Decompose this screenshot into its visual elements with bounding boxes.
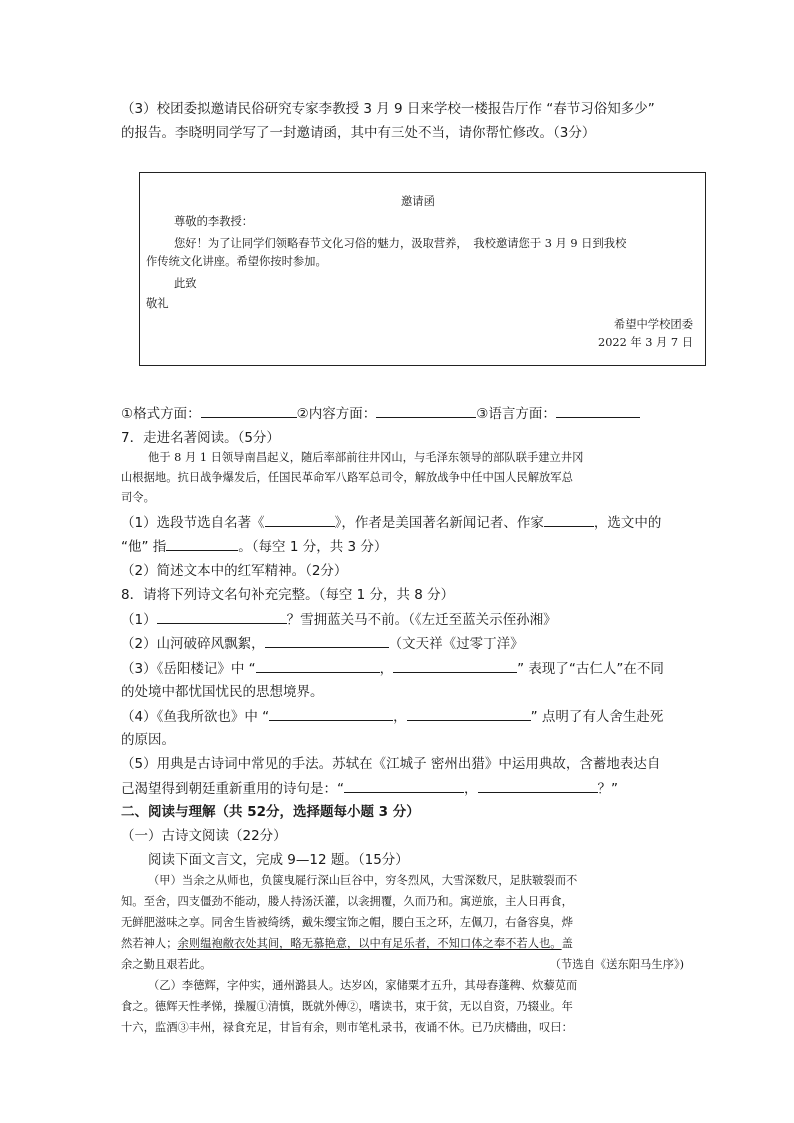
letter-body-line1: 您好！为了让同学们领略春节文化习俗的魅力，汲取营养， 我校邀请您于 3 月 9 日到我校 <box>174 237 627 250</box>
answer-language-label: ③语言方面： <box>476 406 556 422</box>
q8-s5-blank-2[interactable] <box>478 778 598 793</box>
q8-s5-text-d: ？” <box>597 781 618 797</box>
passage-jia-source: （节选自《送东阳马生序》) <box>549 958 684 971</box>
section2-heading: 二、阅读与理解（共 52分，选择题每小题 3 分） <box>121 804 420 820</box>
q7-sub1-text-b: 》，作者是美国著名新闻记者、作家 <box>334 515 544 531</box>
invitation-letter-box <box>139 172 706 366</box>
q7-sub1-text-d: “他” 指 <box>121 539 167 555</box>
answer-line <box>121 403 640 424</box>
q8-s1-text-b: ？雪拥蓝关马不前。（《左迁至蓝关示侄孙湘》 <box>286 612 557 628</box>
q7-sub1-line1 <box>121 512 661 533</box>
q8-s2-blank[interactable] <box>265 633 389 648</box>
q7-sub1-text-e: 。（每空 1 分，共 3 分） <box>238 539 388 555</box>
letter-title: 邀请函 <box>401 195 435 208</box>
q6-3-line1: （3）校团委拟邀请民俗研究专家李教授 3 月 9 日来学校一楼报告厅作 “春节习俗知多少” <box>121 101 655 117</box>
letter-date: 2022 年 3 月 7 日 <box>598 336 693 349</box>
q8-s1 <box>121 609 557 630</box>
q7-person-blank[interactable] <box>166 536 238 551</box>
q8-s5-text-c: ， <box>464 781 478 797</box>
answer-format-blank[interactable] <box>201 403 297 418</box>
answer-content-label: ②内容方面： <box>296 406 377 422</box>
passage-jia-line4 <box>121 935 573 952</box>
answer-format-label: ①格式方面： <box>121 406 201 422</box>
q8-s1-text-a: （1） <box>121 612 157 628</box>
q8-s3-text-c: ” 表现了“古仁人”在不同 <box>517 661 664 677</box>
q7-sub1-text-c: ，选文中的 <box>593 515 662 531</box>
q8-s3-blank-1[interactable] <box>256 658 380 673</box>
q8-s5-blank-1[interactable] <box>344 778 464 793</box>
passage-jia-line4-end: 盖 <box>561 937 573 950</box>
q8-s4-blank-1[interactable] <box>269 706 393 721</box>
passage-yi-line1: （乙）李德辉，字仲实，通州潞县人。达岁凶，家储粟才五升，其母舂蓬稗、炊藜苋而 <box>148 979 578 992</box>
q7-passage-line1: 他于 8 月 1 日领导南昌起义，随后率部前往井冈山，与毛泽东领导的部队联手建立井冈 <box>148 451 584 464</box>
q8-s5-text-b: 己渴望得到朝廷重新重用的诗句是：“ <box>121 781 344 797</box>
passage-yi-line3: 十六，监酒③丰州，禄食充足，甘旨有余，则市笔札录书，夜诵不休。已乃庆檮曲，叹曰： <box>121 1021 573 1034</box>
q8-s1-blank[interactable] <box>157 609 287 624</box>
q8-s3-text-a: （3）《岳阳楼记》中 “ <box>121 661 256 677</box>
q8-s4-line2: 的原因。 <box>121 732 175 748</box>
q7-heading: 7．走进名著阅读。（5分） <box>121 430 280 446</box>
q8-s4-text-c: ” 点明了有人舍生赴死 <box>530 709 664 725</box>
q8-s3-blank-2[interactable] <box>393 658 517 673</box>
q8-s2-text-b: （文天祥《过零丁洋》 <box>388 636 524 652</box>
passage-jia-line1: （甲）当余之从师也，负箧曳屣行深山巨谷中，穷冬烈风，大雪深数尺，足肤皲裂而不 <box>148 874 578 887</box>
passage-jia-line4-plain: 然若神人； <box>121 937 178 950</box>
letter-salutation: 尊敬的李教授： <box>174 215 254 228</box>
q8-s4-blank-2[interactable] <box>407 706 531 721</box>
q8-s2 <box>121 633 524 654</box>
q7-sub1-text-a: （1）选段节选自名著《 <box>121 515 265 531</box>
letter-signer: 希望中学校团委 <box>613 318 693 331</box>
letter-closing-2: 敬礼 <box>146 297 169 310</box>
q7-author-blank[interactable] <box>544 512 594 527</box>
q8-s4-line1 <box>121 706 663 727</box>
answer-content-blank[interactable] <box>376 403 476 418</box>
q7-book-blank[interactable] <box>265 512 335 527</box>
passage-jia-line3: 无鲜肥滋味之享。同舍生皆被绮绣，戴朱缨宝饰之帽，腰白玉之环，左佩刀，右备容臭，烨 <box>121 916 573 929</box>
q8-s3-line1 <box>121 658 664 679</box>
passage-jia-underlined-sentence: 余则缊袍敝衣处其间，略无慕艳意，以中有足乐者，不知口体之奉不若人也。 <box>177 937 562 950</box>
q8-s5-line1: （5）用典是古诗词中常见的手法。苏轼在《江城子 密州出猎》中运用典故，含蓄地表达自 <box>121 756 661 772</box>
q7-sub1-line2 <box>121 536 387 557</box>
q8-s3-line2: 的处境中都忧国忧民的思想境界。 <box>121 684 324 700</box>
passage-jia-line5: 余之勤且艰若此。 <box>121 958 212 971</box>
passage-jia-line2: 知。至舍，四支僵劲不能动，媵人持汤沃灌，以衾拥覆，久而乃和。寓逆旅，主人日再食， <box>121 895 573 908</box>
q6-3-line2: 的报告。李晓明同学写了一封邀请函，其中有三处不当，请你帮忙修改。（3分） <box>121 125 596 141</box>
q7-passage-line2: 山根据地。抗日战争爆发后，任国民革命军八路军总司令，解放战争中任中国人民解放军总 <box>121 471 573 484</box>
section2-subheading: （一）古诗文阅读（22分） <box>121 828 287 844</box>
answer-language-blank[interactable] <box>556 403 640 418</box>
q8-s3-text-b: ， <box>379 661 394 677</box>
q8-s5-line2 <box>121 778 618 799</box>
q8-s2-text-a: （2）山河破碎风飘絮， <box>121 636 265 652</box>
passage-yi-line2: 食之。德辉天性孝悌，操履①清慎，既就外傅②，嗜读书，束于贫，无以自资，乃辍业。年 <box>121 1000 573 1013</box>
q7-passage-line3: 司令。 <box>121 491 155 504</box>
q7-sub2: （2）简述文本中的红军精神。（2分） <box>121 563 348 579</box>
letter-closing-1: 此致 <box>174 277 197 290</box>
section2-intro: 阅读下面文言文，完成 9—12 题。（15分） <box>148 852 409 868</box>
letter-body-line2: 作传统文化讲座。希望你按时参加。 <box>146 255 327 268</box>
q8-s4-text-a: （4）《鱼我所欲也》中 “ <box>121 709 270 725</box>
q8-s4-text-b: ， <box>393 709 407 725</box>
q8-heading: 8．请将下列诗文名句补充完整。（每空 1 分，共 8 分） <box>121 587 455 603</box>
